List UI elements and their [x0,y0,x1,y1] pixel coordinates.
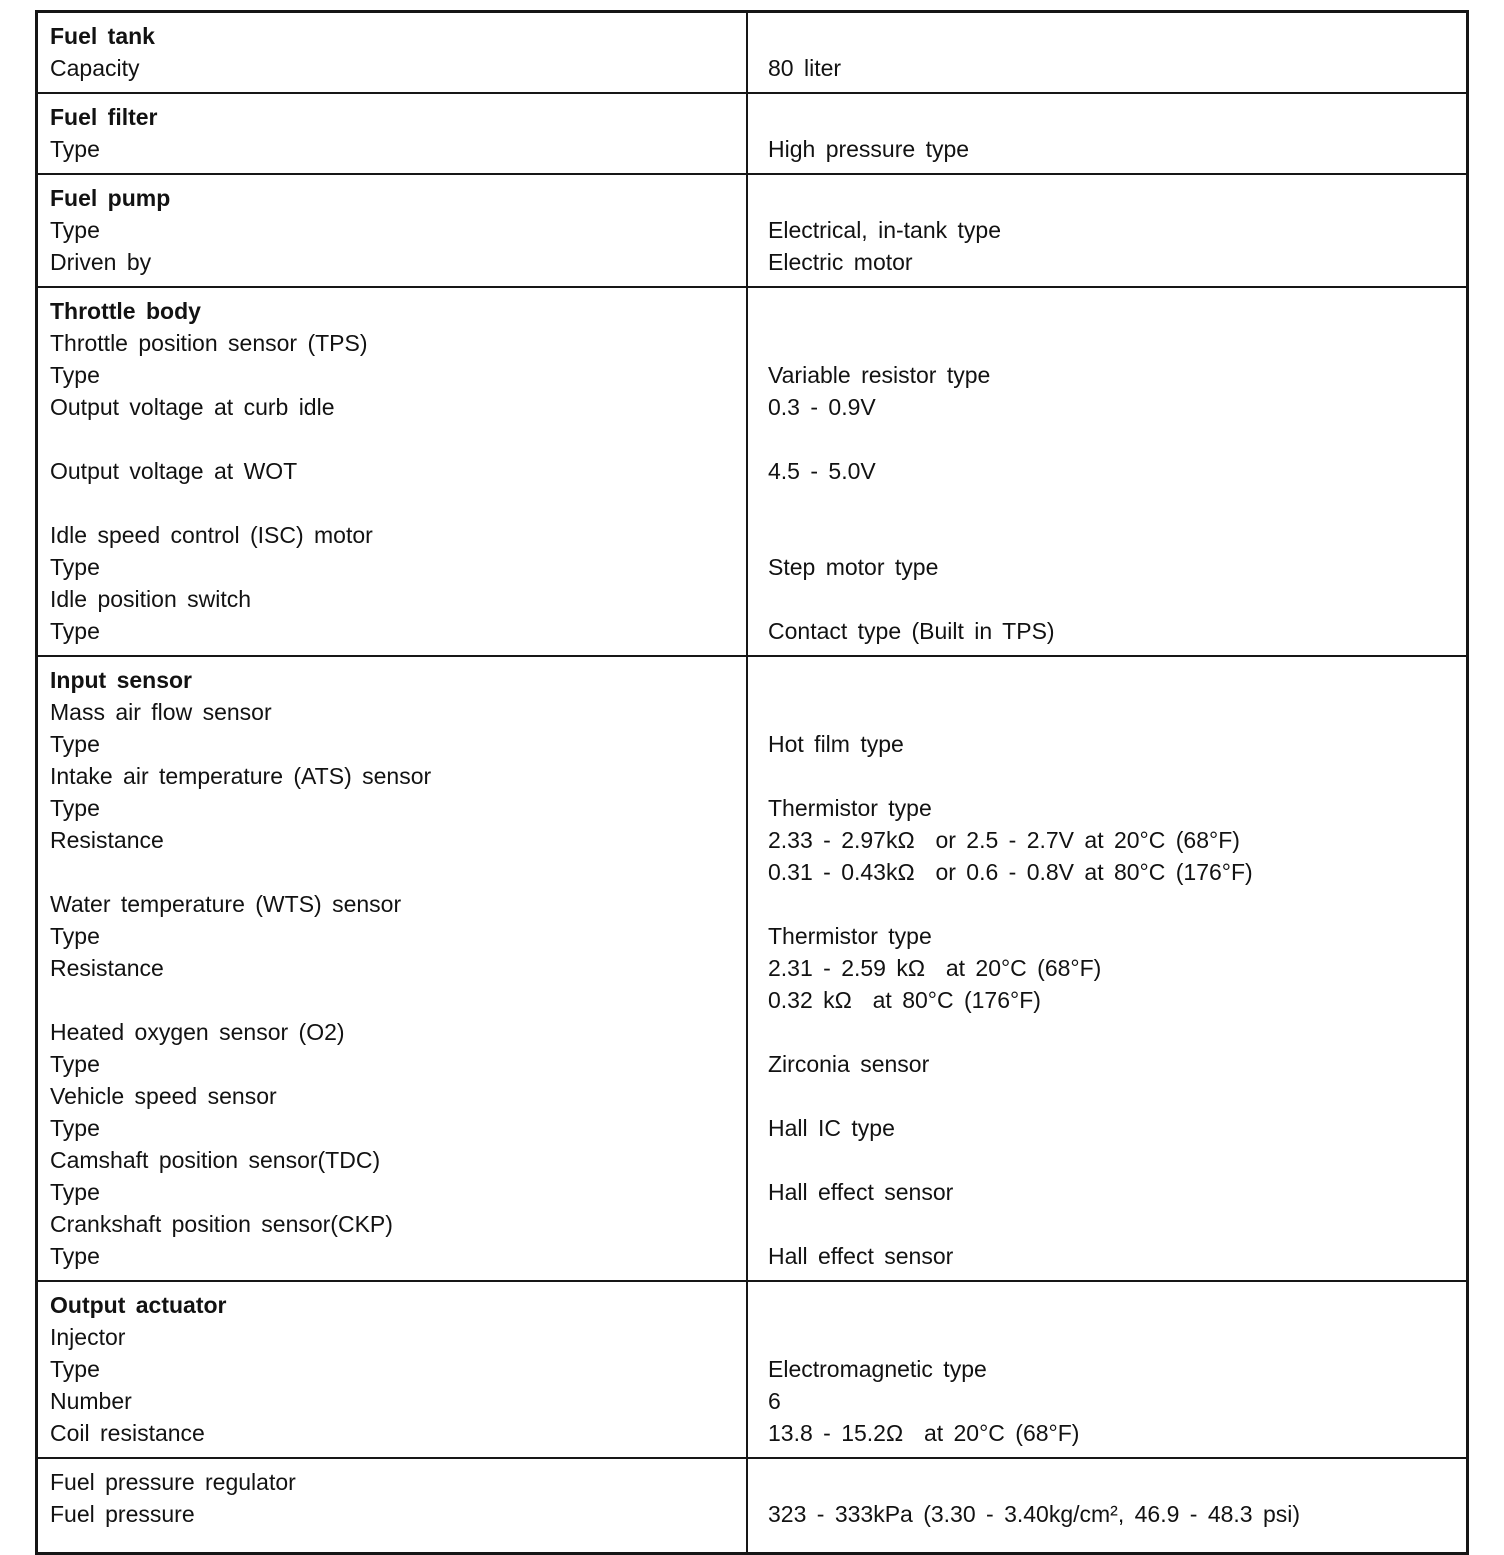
section-header: Fuel filter [50,104,158,130]
spec-value: Electromagnetic type [768,1356,987,1382]
spec-value: 80 liter [768,55,842,81]
section-throttle-body [38,288,1466,657]
spec-value: 0.32 kΩ at 80°C (176°F) [768,987,1041,1013]
spec-label: Type [50,923,100,949]
spec-value: 4.5 - 5.0V [768,458,876,484]
spec-label: Heated oxygen sensor (O2) [50,1019,345,1045]
spec-label: Output voltage at curb idle [50,394,335,420]
spec-value: Thermistor type [768,923,932,949]
spec-label: Type [50,136,100,162]
section-fuel-filter [38,94,1466,175]
spec-label: Coil resistance [50,1420,205,1446]
spacer-line [768,1080,1456,1112]
spec-label: Type [50,1356,100,1382]
spec-label: Fuel pressure regulator [50,1469,296,1495]
spec-label: Type [50,1179,100,1205]
section-header: Throttle body [50,298,201,324]
spec-label: Fuel pressure [50,1501,195,1527]
spec-label: Output voltage at WOT [50,458,298,484]
spec-value: 323 - 333kPa (3.30 - 3.40kg/cm², 46.9 - 48.3 psi) [768,1501,1301,1527]
spec-label: Type [50,554,100,580]
spec-value: Hall IC type [768,1115,895,1141]
labels-column [38,175,746,286]
spec-value: 6 [768,1388,781,1414]
values-column [746,288,1466,655]
values-column [746,1459,1466,1552]
spacer-line [768,760,1456,792]
labels-column [38,657,746,1280]
spec-value: Zirconia sensor [768,1051,930,1077]
spec-label: Number [50,1388,132,1414]
spec-value: Variable resistor type [768,362,991,388]
spec-label: Intake air temperature (ATS) sensor [50,763,432,789]
spec-label: Vehicle speed sensor [50,1083,277,1109]
spec-value: Electrical, in-tank type [768,217,1001,243]
values-column [746,13,1466,92]
spacer-line [768,101,1456,133]
section-fuel-pressure-regulator [38,1459,1466,1552]
spacer-line [50,984,736,1016]
spec-value: 2.31 - 2.59 kΩ at 20°C (68°F) [768,955,1102,981]
spacer-line [768,888,1456,920]
section-fuel-tank [38,13,1466,94]
spacer-line [768,583,1456,615]
spacer-line [50,856,736,888]
spec-value: Electric motor [768,249,913,275]
labels-column [38,1282,746,1457]
spec-value: Hall effect sensor [768,1179,954,1205]
spacer-line [768,1321,1456,1353]
spec-label: Capacity [50,55,140,81]
spacer-line [50,423,736,455]
spec-label: Idle speed control (ISC) motor [50,522,373,548]
spec-value: 0.31 - 0.43kΩ or 0.6 - 0.8V at 80°C (176°F) [768,859,1253,885]
spacer-line [768,1466,1456,1498]
spacer-line [768,664,1456,696]
spec-value: Step motor type [768,554,939,580]
spacer-line [768,20,1456,52]
spec-label: Idle position switch [50,586,252,612]
spec-label: Driven by [50,249,152,275]
labels-column [38,288,746,655]
spec-value: 2.33 - 2.97kΩ or 2.5 - 2.7V at 20°C (68°F) [768,827,1240,853]
spacer-line [50,487,736,519]
values-column [746,175,1466,286]
spec-label: Type [50,731,100,757]
spacer-line [768,1289,1456,1321]
spec-label: Resistance [50,955,164,981]
spec-value: 0.3 - 0.9V [768,394,876,420]
spec-value: Hall effect sensor [768,1243,954,1269]
spacer-line [768,327,1456,359]
spacer-line [768,423,1456,455]
spacer-line [768,487,1456,519]
spec-label: Type [50,217,100,243]
spec-label: Resistance [50,827,164,853]
spacer-line [768,182,1456,214]
labels-column [38,94,746,173]
spacer-line [768,1208,1456,1240]
section-fuel-pump [38,175,1466,288]
values-column [746,94,1466,173]
spacer-line [768,295,1456,327]
spec-value: 13.8 - 15.2Ω at 20°C (68°F) [768,1420,1080,1446]
spec-label: Camshaft position sensor(TDC) [50,1147,381,1173]
fuel-system-specifications-table [35,10,1469,1555]
spec-value: Hot film type [768,731,904,757]
spec-value: High pressure type [768,136,970,162]
section-header: Output actuator [50,1292,227,1318]
values-column [746,657,1466,1280]
values-column [746,1282,1466,1457]
spec-label: Mass air flow sensor [50,699,272,725]
labels-column [38,1459,746,1552]
spec-value: Contact type (Built in TPS) [768,618,1055,644]
labels-column [38,13,746,92]
section-header: Fuel tank [50,23,155,49]
spec-label: Type [50,795,100,821]
spec-label: Type [50,362,100,388]
spec-label: Crankshaft position sensor(CKP) [50,1211,393,1237]
section-output-actuator [38,1282,1466,1459]
spec-label: Type [50,1243,100,1269]
spec-value: Thermistor type [768,795,932,821]
section-header: Fuel pump [50,185,171,211]
section-input-sensor [38,657,1466,1282]
spacer-line [768,519,1456,551]
section-header: Input sensor [50,667,193,693]
spec-label: Type [50,618,100,644]
spec-label: Water temperature (WTS) sensor [50,891,402,917]
spacer-line [768,1016,1456,1048]
spec-label: Injector [50,1324,126,1350]
spec-label: Throttle position sensor (TPS) [50,330,368,356]
spec-label: Type [50,1051,100,1077]
spacer-line [768,696,1456,728]
spacer-line [768,1144,1456,1176]
spec-label: Type [50,1115,100,1141]
